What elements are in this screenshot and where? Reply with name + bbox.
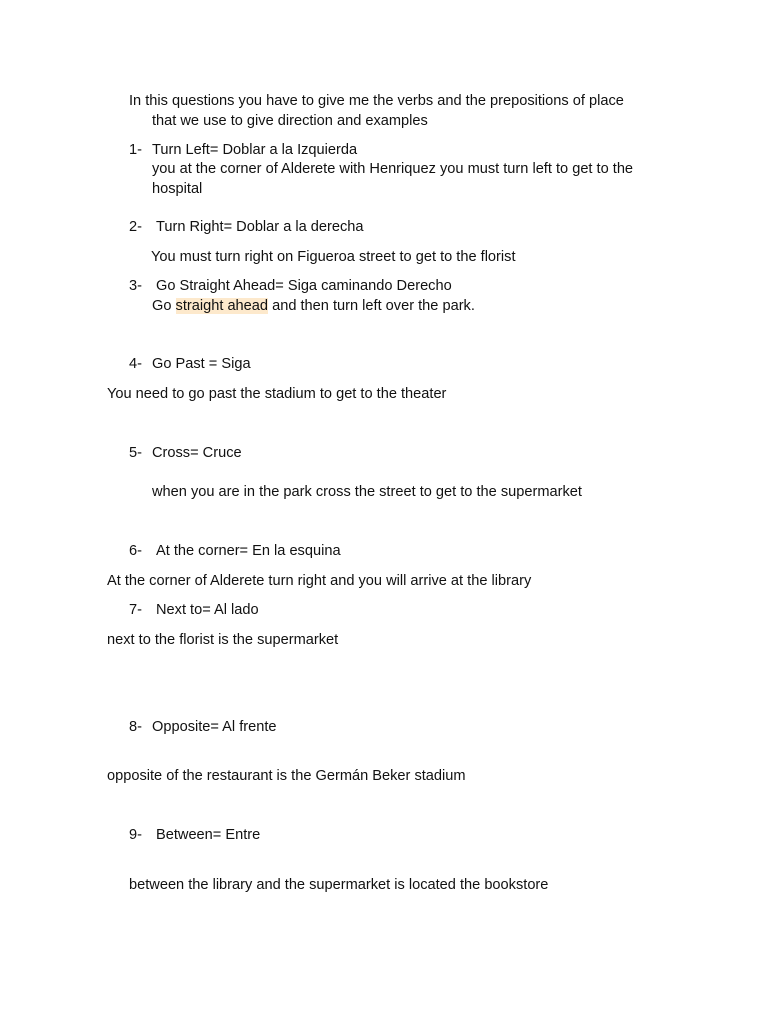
item-2-number: 2- (129, 219, 142, 235)
intro-line-1: In this questions you have to give me the verbs and the prepositions of place (129, 93, 624, 109)
item-3-example-before: Go (152, 298, 176, 314)
item-7-example: next to the florist is the supermarket (107, 632, 339, 648)
item-7-number: 7- (129, 602, 142, 618)
item-6-heading: At the corner= En la esquina (156, 543, 341, 559)
item-5-number: 5- (129, 445, 142, 461)
item-8-example: opposite of the restaurant is the Germán Beker stadium (107, 768, 466, 784)
item-8-number: 8- (129, 719, 142, 735)
item-3-number: 3- (129, 278, 142, 294)
item-3-example (152, 296, 475, 316)
item-6-number: 6- (129, 543, 142, 559)
item-1-heading: Turn Left= Doblar a la Izquierda (152, 142, 358, 158)
item-1-number: 1- (129, 142, 142, 158)
item-5-example: when you are in the park cross the street to get to the supermarket (152, 484, 582, 500)
highlighted-text: straight ahead (175, 298, 269, 314)
item-9-heading: Between= Entre (156, 827, 261, 843)
item-5-heading: Cross= Cruce (152, 445, 242, 461)
item-9-example: between the library and the supermarket is located the bookstore (129, 877, 549, 893)
item-3-heading: Go Straight Ahead= Siga caminando Derecho (156, 278, 452, 294)
item-8-heading: Opposite= Al frente (152, 719, 277, 735)
intro-line-2: that we use to give direction and examples (152, 113, 428, 129)
item-6-example: At the corner of Alderete turn right and you will arrive at the library (107, 573, 532, 589)
item-7-heading: Next to= Al lado (156, 602, 259, 618)
item-4-example: You need to go past the stadium to get to the theater (107, 386, 447, 402)
item-3-example-after: and then turn left over the park. (268, 298, 475, 314)
item-2-heading: Turn Right= Doblar a la derecha (156, 219, 364, 235)
item-2-example: You must turn right on Figueroa street to get to the florist (151, 249, 516, 265)
item-1-example-line-1: you at the corner of Alderete with Henriquez you must turn left to get to the (152, 161, 634, 177)
item-1-example-line-2: hospital (152, 181, 203, 197)
item-4-heading: Go Past = Siga (152, 356, 251, 372)
item-9-number: 9- (129, 827, 142, 843)
item-4-number: 4- (129, 356, 142, 372)
